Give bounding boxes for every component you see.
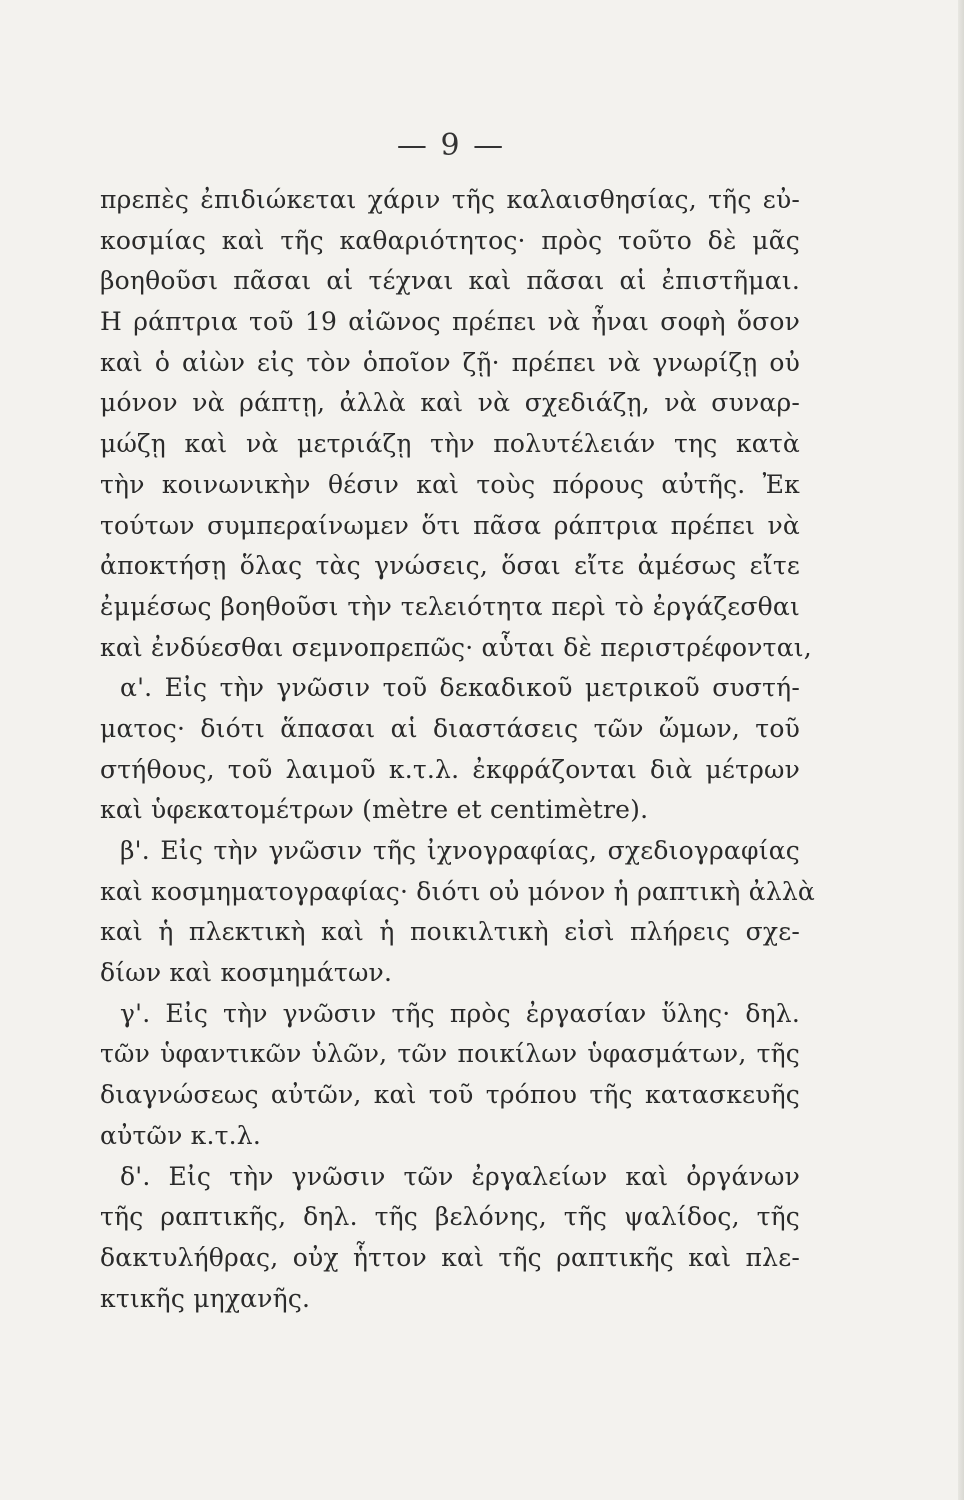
text-line: αὐτῶν κ.τ.λ. [100,1120,261,1150]
text-line: στήθους, τοῦ λαιμοῦ κ.τ.λ. ἐκφράζονται διὰ μέτρων [100,754,800,784]
page-number: — 9 — [396,128,506,163]
text-line: Η ράπτρια τοῦ 19 αἰῶνος πρέπει νὰ ἦναι σοφὴ ὅσον [100,307,800,337]
text-line: καὶ κοσμηματογραφίας· διότι οὐ μόνον ἡ ραπτικὴ ἀλλὰ [100,876,815,906]
text-line: κοσμίας καὶ τῆς καθαριότητος· πρὸς τοῦτο δὲ μᾶς [100,225,800,255]
text-line: ματος· διότι ἅπασαι αἱ διαστάσεις τῶν ὤμων, τοῦ [100,713,800,743]
text-line: καὶ ἐνδύεσθαι σεμνοπρεπῶς· αὗται δὲ περιστρέφονται, [100,632,812,662]
text-line: καὶ ὑφεκατομέτρων (mètre et centimètre). [100,795,649,825]
text-line: καὶ ἡ πλεκτικὴ καὶ ἡ ποικιλτικὴ εἰσὶ πλήρεις σχε- [100,917,800,947]
text-line: τούτων συμπεραίνωμεν ὅτι πᾶσα ράπτρια πρέπει νὰ [100,510,800,540]
text-line: κτικῆς μηχανῆς. [100,1283,311,1313]
text-line: α'. Εἰς τὴν γνῶσιν τοῦ δεκαδικοῦ μετρικοῦ συστή- [120,673,800,703]
text-line: ἀποκτήσῃ ὅλας τὰς γνώσεις, ὅσαι εἴτε ἀμέσως εἴτε [100,551,800,581]
text-line: ἐμμέσως βοηθοῦσι τὴν τελειότητα περὶ τὸ ἐργάζεσθαι [100,591,800,621]
text-line: διαγνώσεως αὐτῶν, καὶ τοῦ τρόπου τῆς κατασκευῆς [100,1080,800,1110]
text-line: τῆς ραπτικῆς, δηλ. τῆς βελόνης, τῆς ψαλίδος, τῆς [100,1202,800,1232]
text-line: τῶν ὑφαντικῶν ὑλῶν, τῶν ποικίλων ὑφασμάτων, τῆς [100,1039,800,1069]
text-line: μόνον νὰ ράπτῃ, ἀλλὰ καὶ νὰ σχεδιάζῃ, νὰ συναρ- [100,388,800,418]
text-line: βοηθοῦσι πᾶσαι αἱ τέχναι καὶ πᾶσαι αἱ ἐπιστῆμαι. [100,266,800,296]
body-text [100,180,815,1319]
text-line: β'. Εἰς τὴν γνῶσιν τῆς ἰχνογραφίας, σχεδιογραφίας [120,836,800,865]
text-line: δίων καὶ κοσμημάτων. [100,958,393,988]
text-line: πρεπὲς ἐπιδιώκεται χάριν τῆς καλαισθησίας, τῆς εὐ- [100,185,800,214]
text-line: γ'. Εἰς τὴν γνῶσιν τῆς πρὸς ἐργασίαν ὕλης· δηλ. [120,998,800,1028]
scan-edge-shadow [958,0,964,1500]
text-line: τὴν κοινωνικὴν θέσιν καὶ τοὺς πόρους αὐτῆς. Ἐκ [100,469,800,499]
text-line: δακτυλήθρας, οὐχ ἧττον καὶ τῆς ραπτικῆς καὶ πλε- [100,1242,800,1272]
text-line: μώζῃ καὶ νὰ μετριάζῃ τὴν πολυτέλειάν της κατὰ [100,429,800,459]
text-line: καὶ ὁ αἰὼν εἰς τὸν ὁποῖον ζῇ· πρέπει νὰ γνωρίζῃ οὐ [100,347,800,377]
text-line: δ'. Εἰς τὴν γνῶσιν τῶν ἐργαλείων καὶ ὀργάνων [120,1161,800,1191]
